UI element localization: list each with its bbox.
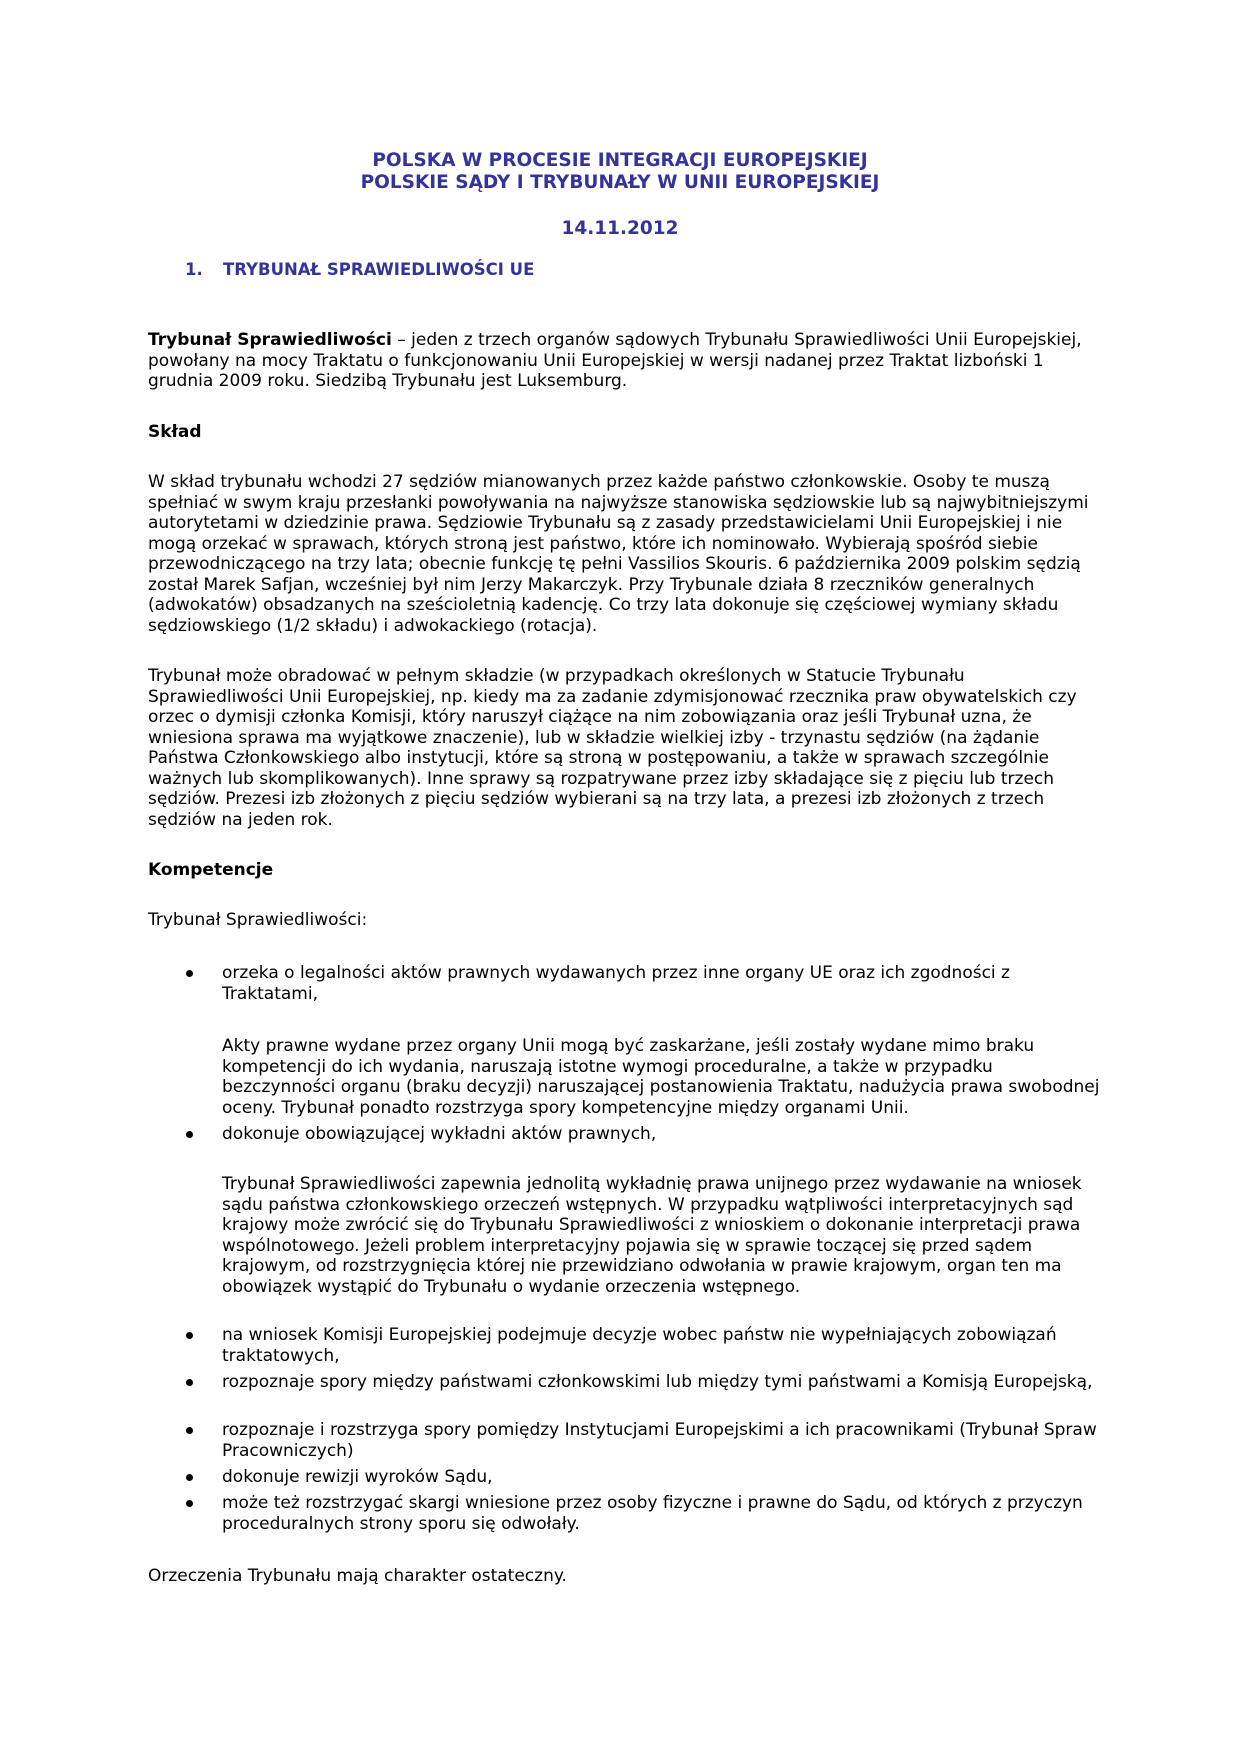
list-item-explanation: Akty prawne wydane przez organy Unii mogą być zaskarżane, jeśli zostały wydane mimo braku kompetencji do ich wydania, naruszają istotne wymogi proceduralne, a także w przypadku bezczynności organu (braku decyzji) naruszającej postanowienia Traktatu, nadużycia prawa swobodnej oceny. Trybunał ponadto rozstrzyga spory kompetencyjne między organami Unii. bbox=[222, 1036, 1100, 1118]
list-item: dokonuje obowiązującej wykładni aktów prawnych, bbox=[222, 1124, 657, 1144]
sklad-paragraph-1: W skład trybunału wchodzi 27 sędziów mianowanych przez każde państwo członkowskie. Osoby te muszą spełniać w swym kraju przesłanki powoływania na najwyższe stanowiska sędziowskie lub są najwybitniejszymi autorytetami w dziedzinie prawa. Sędziowie Trybunału są z zasady przedstawicielami Unii Europejskiej i nie mogą orzekać w sprawach, których stroną jest państwo, które ich nominowało. Wybierają spośród siebie przewodniczącego na trzy lata; obecnie funkcję tę pełni Vassilios Skouris. 6 października 2009 polskim sędzią został Marek Safjan, wcześniej był nim Jerzy Makarczyk. Przy Trybunale działa 8 rzeczników generalnych (adwokatów) obsadzanych na sześcioletnią kadencję. Co trzy lata dokonuje się częściowej wymiany składu sędziowskiego (1/2 składu) i adwokackiego (rotacja). bbox=[148, 472, 1089, 636]
document-title-line1: POLSKA W PROCESIE INTEGRACJI EUROPEJSKIEJ bbox=[372, 150, 868, 171]
list-item: rozpoznaje i rozstrzyga spory pomiędzy Instytucjami Europejskimi a ich pracownikami (Trybunał Spraw Pracowniczych) bbox=[222, 1420, 1097, 1461]
list-item: na wniosek Komisji Europejskiej podejmuje decyzje wobec państw nie wypełniających zobowiązań traktatowych, bbox=[222, 1325, 1057, 1366]
bullet-marker bbox=[186, 1372, 200, 1392]
kompetencje-heading: Kompetencje bbox=[148, 860, 274, 880]
document-date: 14.11.2012 bbox=[561, 218, 679, 239]
kompetencje-lead: Trybunał Sprawiedliwości: bbox=[148, 910, 368, 930]
section-number: 1. bbox=[185, 260, 203, 279]
list-item: może też rozstrzygać skargi wniesione przez osoby fizyczne i prawne do Sądu, od których z przyczyn proceduralnych strony sporu się odwołały. bbox=[222, 1493, 1083, 1534]
bullet-marker bbox=[186, 1325, 200, 1345]
section-title: TRYBUNAŁ SPRAWIEDLIWOŚCI UE bbox=[223, 260, 535, 279]
closing-paragraph: Orzeczenia Trybunału mają charakter ostateczny. bbox=[148, 1566, 567, 1586]
list-item: dokonuje rewizji wyroków Sądu, bbox=[222, 1467, 493, 1487]
document-title-line2: POLSKIE SĄDY I TRYBUNAŁY W UNII EUROPEJSKIEJ bbox=[360, 172, 880, 193]
bullet-marker bbox=[186, 1420, 200, 1440]
intro-text: – jeden z trzech organów sądowych Trybunału Sprawiedliwości Unii Europejskiej, powołany na mocy Traktatu o funkcjonowaniu Unii Europejskiej w wersji nadanej przez Traktat lizboński 1 grudnia 2009 roku. Siedzibą Trybunału jest Luksemburg. bbox=[148, 330, 1082, 391]
intro-paragraph bbox=[148, 330, 1098, 392]
intro-term: Trybunał Sprawiedliwości bbox=[148, 330, 392, 350]
bullet-marker bbox=[186, 1124, 200, 1144]
bullet-marker bbox=[186, 1493, 200, 1513]
section-heading bbox=[185, 260, 534, 280]
bullet-marker bbox=[186, 1467, 200, 1487]
list-item: orzeka o legalności aktów prawnych wydawanych przez inne organy UE oraz ich zgodności z Traktatami, bbox=[222, 963, 1010, 1004]
sklad-paragraph-2: Trybunał może obradować w pełnym składzie (w przypadkach określonych w Statucie Trybunału Sprawiedliwości Unii Europejskiej, np. kiedy ma za zadanie zdymisjonować rzecznika praw obywatelskich czy orzec o dymisji członka Komisji, który naruszył ciążące na nim zobowiązania oraz jeśli Trybunał uzna, że wniesiona sprawa ma wyjątkowe znaczenie), lub w składzie wielkiej izby - trzynastu sędziów (na żądanie Państwa Członkowskiego albo instytucji, które są stroną w postępowaniu, a także w sprawach szczególnie ważnych lub skomplikowanych). Inne sprawy są rozpatrywane przez izby składające się z pięciu lub trzech sędziów. Prezesi izb złożonych z pięciu sędziów wybierani są na trzy lata, a prezesi izb złożonych z trzech sędziów na jeden rok. bbox=[148, 666, 1077, 830]
list-item-explanation: Trybunał Sprawiedliwości zapewnia jednolitą wykładnię prawa unijnego przez wydawanie na wniosek sądu państwa członkowskiego orzeczeń wstępnych. W przypadku wątpliwości interpretacyjnych sąd krajowy może zwrócić się do Trybunału Sprawiedliwości z wnioskiem o dokonanie interpretacji prawa wspólnotowego. Jeżeli problem interpretacyjny pojawia się w sprawie toczącej się przed sądem krajowym, od rozstrzygnięcia której nie przewidziano odwołania w prawie krajowym, organ ten ma obowiązek wystąpić do Trybunału o wydanie orzeczenia wstępnego. bbox=[222, 1174, 1082, 1297]
bullet-marker bbox=[186, 963, 200, 983]
list-item: rozpoznaje spory między państwami członkowskimi lub między tymi państwami a Komisją Europejską, bbox=[222, 1372, 1093, 1392]
sklad-heading: Skład bbox=[148, 422, 202, 442]
